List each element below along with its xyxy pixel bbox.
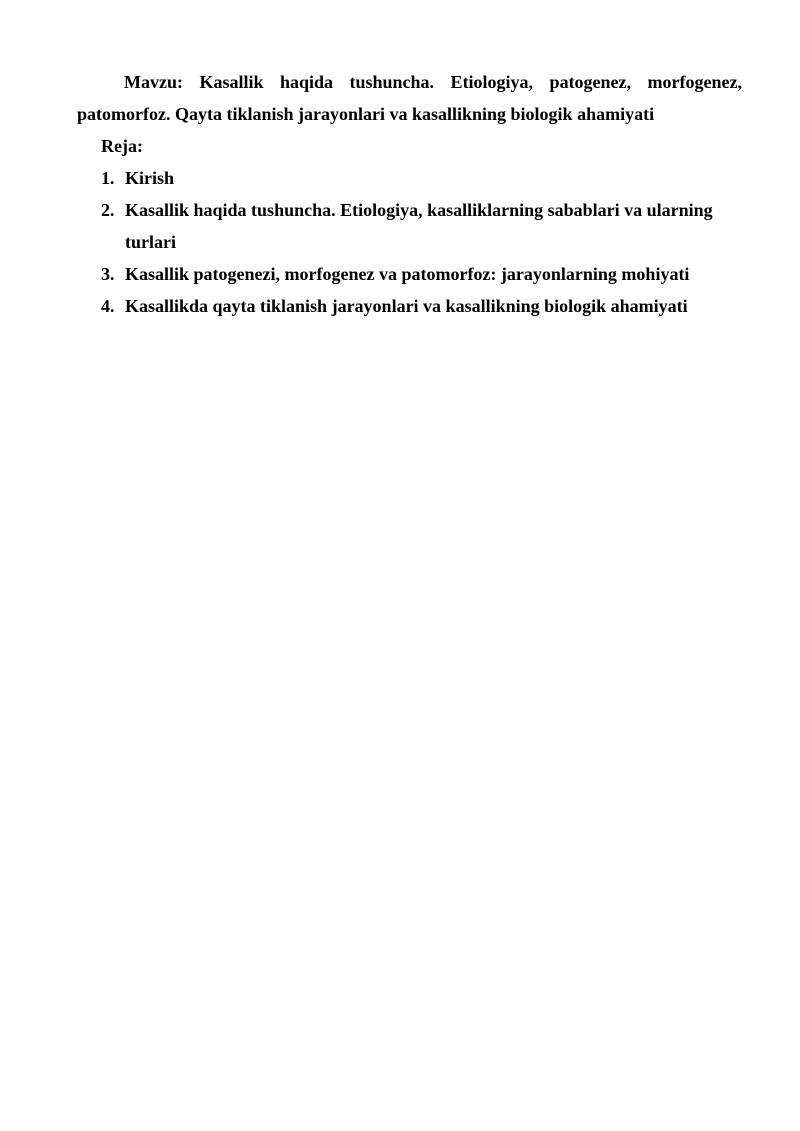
plan-item-1 bbox=[77, 162, 742, 194]
plan-item-4 bbox=[77, 290, 742, 322]
plan-item-text: Kirish bbox=[125, 168, 175, 188]
plan-item-number: 3. bbox=[101, 264, 115, 284]
document-body bbox=[77, 66, 742, 322]
plan-item-number: 4. bbox=[101, 296, 115, 316]
plan-item-number: 1. bbox=[101, 168, 115, 188]
document-title: Mavzu: Kasallik haqida tushuncha. Etiologiya, patogenez, morfogenez, patomorfoz. Qayta tiklanish jarayonlari va kasallikning biologik ahamiyati bbox=[77, 72, 742, 124]
plan-label: Reja: bbox=[101, 136, 143, 156]
plan-item-3 bbox=[77, 258, 742, 290]
plan-item-number: 2. bbox=[101, 200, 115, 220]
plan-item-text: Kasallik patogenezi, morfogenez va patomorfoz: jarayonlarning mohiyati bbox=[125, 264, 690, 284]
plan-item-2 bbox=[77, 194, 742, 258]
plan-item-text: Kasallik haqida tushuncha. Etiologiya, kasalliklarning sabablari va ularning turlari bbox=[125, 200, 713, 252]
plan-item-text: Kasallikda qayta tiklanish jarayonlari va kasallikning biologik ahamiyati bbox=[125, 296, 688, 316]
plan-list bbox=[77, 162, 742, 322]
